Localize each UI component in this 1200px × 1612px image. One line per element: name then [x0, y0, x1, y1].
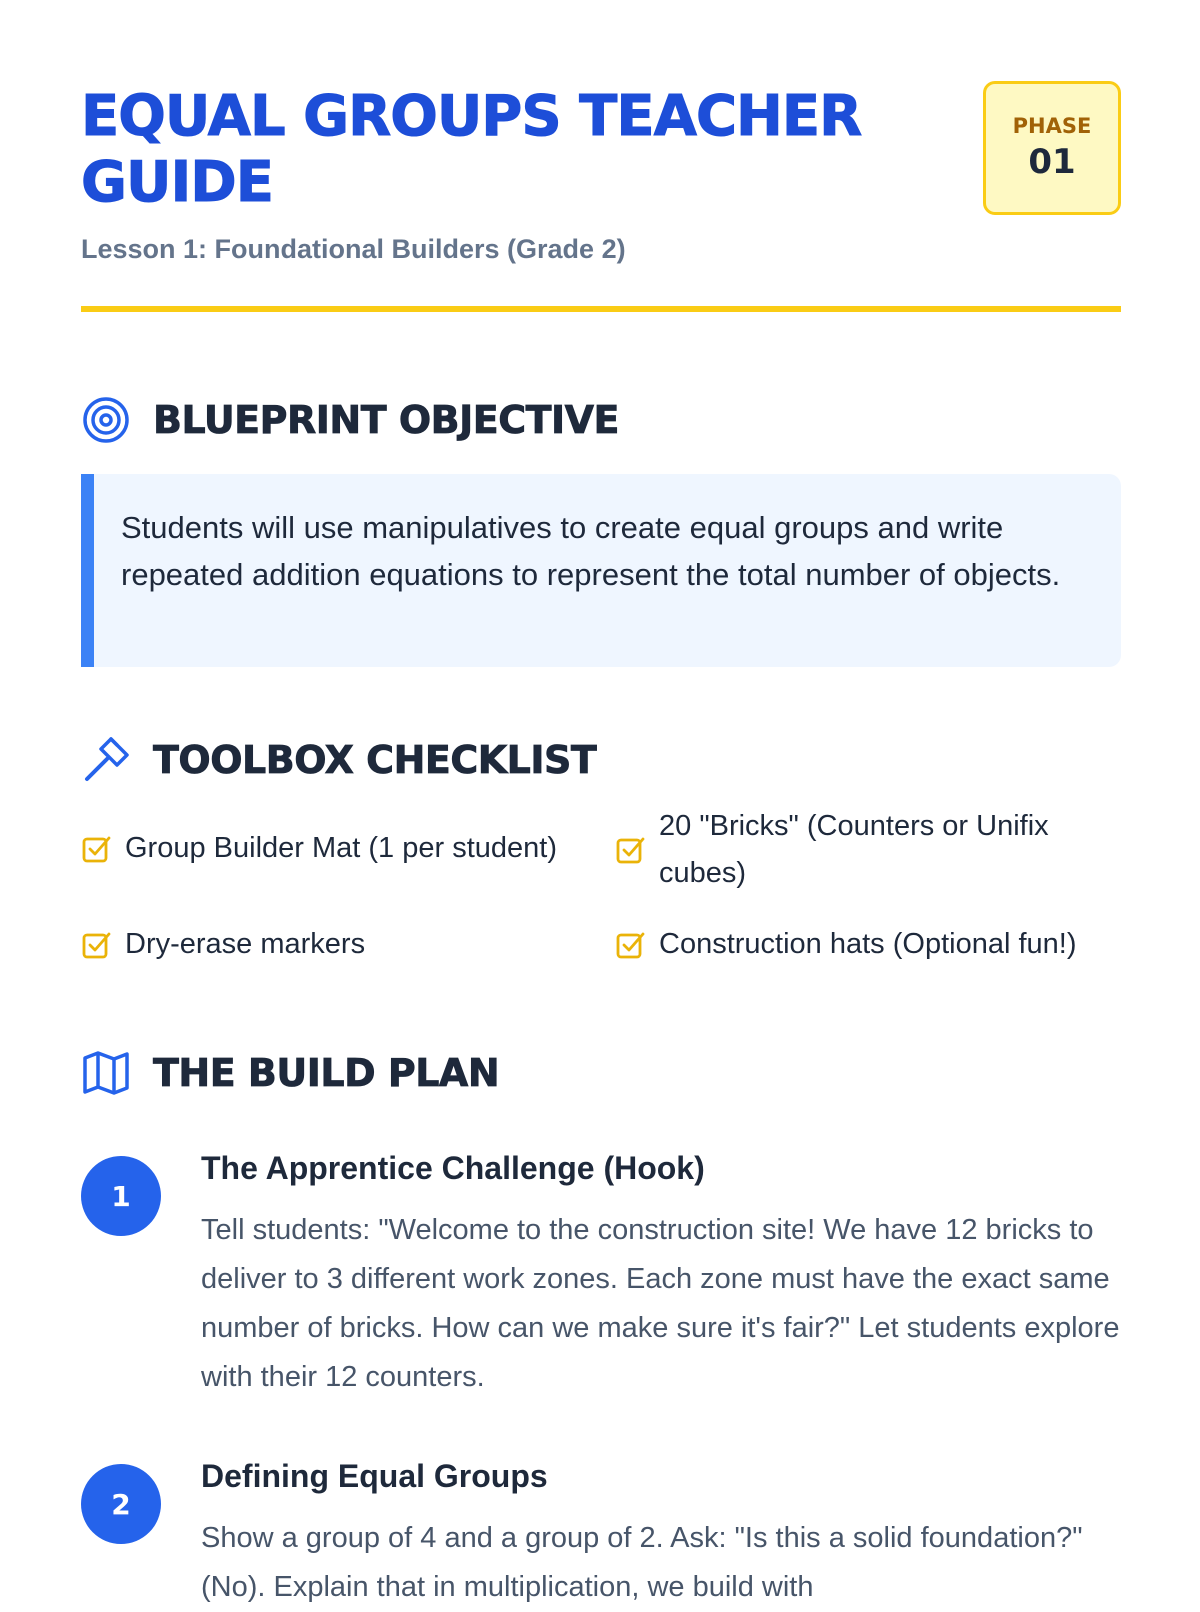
step-number-badge: 2 — [81, 1464, 161, 1544]
build-plan-section-heading — [81, 1043, 499, 1103]
hammer-icon — [81, 735, 131, 785]
toolbox-heading: TOOLBOX CHECKLIST — [153, 738, 597, 782]
checklist-item-label: Group Builder Mat (1 per student) — [125, 832, 557, 864]
step-description: Tell students: "Welcome to the construction site! We have 12 bricks to deliver to 3 different work zones. Each zone must have the exact same number of bricks. How can we make sure it's fair?" Let students explore with their 12 counters. — [201, 1214, 1120, 1393]
checklist-item — [81, 825, 601, 872]
build-plan-heading: THE BUILD PLAN — [153, 1051, 500, 1095]
map-icon — [81, 1048, 131, 1098]
phase-badge — [983, 81, 1121, 215]
checkbox-icon — [81, 834, 111, 864]
checklist-item — [615, 921, 1121, 968]
step-title: Defining Equal Groups — [201, 1458, 548, 1494]
checkbox-icon — [615, 930, 645, 960]
target-icon — [81, 395, 131, 445]
checklist-item — [81, 921, 601, 968]
step-title: The Apprentice Challenge (Hook) — [201, 1150, 705, 1186]
checklist-item — [615, 803, 1121, 897]
toolbox-section-heading — [81, 730, 596, 790]
phase-label: PHASE — [1012, 114, 1092, 138]
checkbox-icon — [615, 835, 645, 865]
objective-callout: Students will use manipulatives to create equal groups and write repeated addition equations to represent the total number of objects. — [81, 474, 1121, 667]
checklist-item-label: Construction hats (Optional fun!) — [659, 928, 1077, 960]
checkbox-icon — [81, 930, 111, 960]
checklist-item-label: Dry-erase markers — [125, 928, 366, 960]
checklist-item-label: 20 "Bricks" (Counters or Unifix cubes) — [659, 810, 1049, 889]
page-subtitle: Lesson 1: Foundational Builders (Grade 2) — [81, 234, 626, 264]
objective-section-heading — [81, 390, 619, 450]
step-number-badge: 1 — [81, 1156, 161, 1236]
teacher-guide-page — [81, 0, 1121, 1603]
page-title: EQUAL GROUPS TEACHER GUIDE — [81, 84, 862, 215]
objective-heading: BLUEPRINT OBJECTIVE — [153, 398, 620, 442]
phase-number: 01 — [1028, 142, 1076, 182]
step-description: Show a group of 4 and a group of 2. Ask: "Is this a solid foundation?" (No). Explain that in multiplication, we build with — [201, 1522, 1083, 1603]
guide-header — [81, 0, 1121, 312]
